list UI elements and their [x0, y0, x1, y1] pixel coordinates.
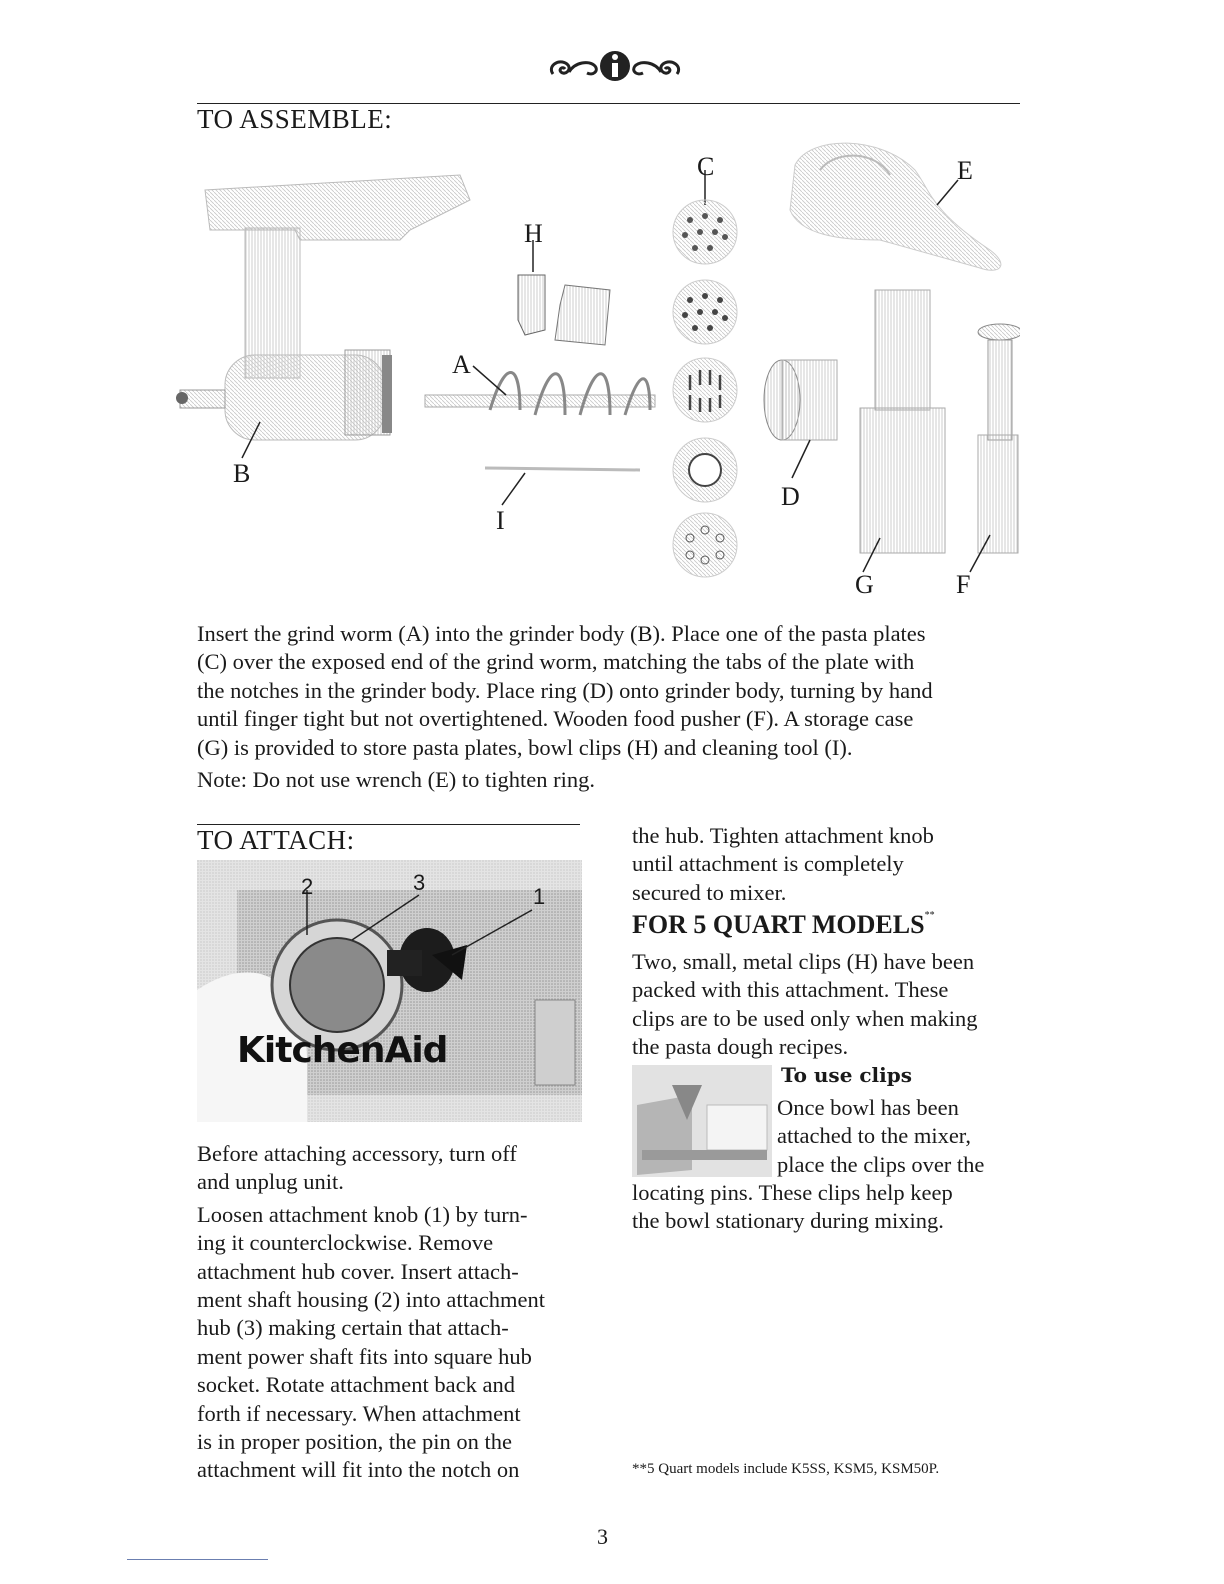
assemble-line: until finger tight but not overtightened. Wooden food pusher (F). A storage case — [197, 706, 914, 732]
header-ornament — [545, 44, 685, 88]
clips-photo — [632, 1065, 772, 1177]
label-b: B — [233, 459, 251, 488]
five-quart-line: clips are to be used only when making — [632, 1005, 978, 1031]
footnote: **5 Quart models include K5SS, KSM5, KSM50P. — [632, 1461, 940, 1477]
attach-line: attachment hub cover. Insert attach- — [197, 1258, 519, 1284]
five-quart-line: packed with this attachment. These — [632, 977, 949, 1003]
storage-case-drawing — [860, 290, 945, 572]
attach-line: and unplug unit. — [197, 1169, 344, 1195]
photo-label-3: 3 — [413, 870, 426, 895]
continued-line: secured to mixer. — [632, 879, 787, 905]
assemble-line: (C) over the exposed end of the grind worm, matching the tabs of the plate with — [197, 649, 915, 675]
continued-line: until attachment is completely — [632, 851, 904, 877]
attach-line: ing it counterclockwise. Remove — [197, 1230, 494, 1256]
cleaning-tool-drawing — [485, 468, 640, 505]
info-ornament-icon — [545, 44, 685, 88]
assemble-heading: TO ASSEMBLE: — [197, 104, 393, 134]
label-d: D — [781, 482, 800, 511]
five-quart-heading-mark: ** — [924, 910, 935, 921]
label-f: F — [956, 570, 971, 599]
clips-line: locating pins. These clips help keep — [632, 1180, 953, 1205]
attach-line: socket. Rotate attachment back and — [197, 1372, 515, 1398]
bottom-rule — [127, 1559, 268, 1560]
attach-photo — [197, 860, 582, 1122]
five-quart-paragraph — [632, 948, 1032, 1062]
five-quart-line: the pasta dough recipes. — [632, 1034, 849, 1060]
clips-line: Once bowl has been — [777, 1095, 959, 1120]
photo-label-1: 1 — [533, 884, 546, 909]
attach-line: ment shaft housing (2) into attachment — [197, 1287, 546, 1313]
attach-line: ment power shaft fits into square hub — [197, 1343, 532, 1369]
photo-label-2: 2 — [301, 874, 314, 899]
mixer-hub-photo — [197, 860, 582, 1122]
assemble-rule — [197, 103, 1020, 104]
pasta-plates-drawing — [673, 170, 737, 577]
assemble-line: the notches in the grinder body. Place ring (D) onto grinder body, turning by hand — [197, 677, 933, 703]
attach-heading: TO ATTACH: — [197, 825, 355, 855]
page-number: 3 — [597, 1524, 608, 1549]
photo-logo: KitchenAid — [237, 1030, 448, 1071]
clips-heading: To use clips — [781, 1063, 912, 1087]
label-g: G — [855, 570, 874, 599]
attach-line: forth if necessary. When attachment — [197, 1400, 521, 1426]
clips-narrow — [777, 1094, 1037, 1179]
label-h: H — [524, 219, 543, 248]
attach-line: Loosen attachment knob (1) by turn- — [197, 1201, 528, 1227]
assemble-line: Insert the grind worm (A) into the grinder body (B). Place one of the pasta plates — [197, 621, 926, 646]
five-quart-heading-text: FOR 5 QUART MODELS — [632, 910, 925, 939]
clips-full — [632, 1179, 1032, 1236]
ring-drawing — [764, 360, 837, 478]
food-pusher-drawing — [970, 324, 1020, 572]
label-c: C — [697, 152, 715, 181]
attach-continued — [632, 822, 1032, 907]
clips-line: attached to the mixer, — [777, 1123, 972, 1149]
attach-line: is in proper position, the pin on the — [197, 1429, 512, 1455]
attach-column — [197, 1140, 587, 1485]
label-a: A — [452, 350, 471, 379]
clips-line: place the clips over the — [777, 1151, 985, 1177]
assemble-paragraph — [197, 620, 1027, 794]
clips-line: the bowl stationary during mixing. — [632, 1208, 944, 1234]
bowl-clip-photo — [632, 1065, 772, 1177]
five-quart-line: Two, small, metal clips (H) have been — [632, 949, 975, 974]
parts-illustration — [170, 140, 1020, 590]
attach-line: hub (3) making certain that attach- — [197, 1315, 509, 1341]
attach-line: Before attaching accessory, turn off — [197, 1141, 517, 1166]
five-quart-heading — [632, 910, 935, 940]
label-i: I — [496, 506, 505, 535]
assemble-note: Note: Do not use wrench (E) to tighten ring. — [197, 767, 596, 793]
attach-line: attachment will fit into the notch on — [197, 1457, 520, 1483]
bowl-clips-drawing — [518, 240, 610, 345]
label-e: E — [957, 156, 973, 185]
assemble-line: (G) is provided to store pasta plates, bowl clips (H) and cleaning tool (I). — [197, 734, 853, 760]
continued-line: the hub. Tighten attachment knob — [632, 823, 934, 848]
